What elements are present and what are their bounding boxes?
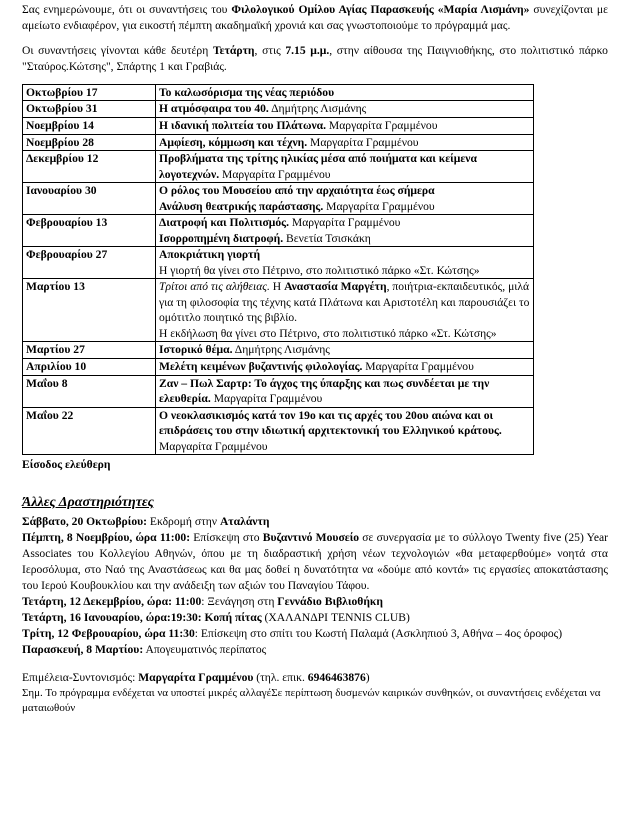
topic-title: Μελέτη κειμένων βυζαντινής φιλολογίας. [159,359,363,373]
program-line [159,247,530,263]
topic-title: Αμφίεση, κόμμωση και τέχνη. [159,135,308,149]
program-line [159,135,530,151]
intro-paragraph-2: Οι συναντήσεις γίνονται κάθε δευτέρη Τετάρτη, στις 7.15 μ.μ., στην αίθουσα της Παιγνιοθήκης, στο πολιτιστικό πάρκο "Σταύρος.Κώτσης", Σπάρτης 1 και Γραβιάς. [22,43,608,73]
program-date: Οκτωβρίου 17 [23,84,156,101]
program-row [23,84,534,101]
activity-item [22,626,608,642]
program-line [159,231,530,247]
program-line [159,215,530,231]
activity-date: Πέμπτη, 8 Νοεμβρίου, ώρα 11:00: [22,531,191,545]
program-row [23,183,534,215]
program-row [23,215,534,247]
topic-text: Μαργαρίτα Γραμμένου [323,199,435,213]
topic-text: Δημήτρης Λισμάνης [232,343,330,357]
topic-text: Δημήτρης Λισμάνης [268,102,367,116]
document-page [22,2,608,715]
program-line [159,279,530,326]
program-line [159,376,530,407]
program-line [159,359,530,375]
topic-title: Η ιδανική πολιτεία του Πλάτωνα. [159,119,326,132]
program-row [23,375,534,407]
program-topic [156,358,534,375]
program-row [23,247,534,279]
program-topic [156,118,534,135]
program-topic [156,279,534,342]
program-row [23,151,534,183]
program-line [159,118,530,134]
intro [22,2,608,75]
activity-text: Απογευματινός περίπατος [143,643,267,657]
free-entry: Είσοδος ελεύθερη [22,458,111,472]
activity-date: Τρίτη, 12 Φεβρουαρίου, ώρα 11:30 [22,627,195,641]
credit-line: Επιμέλεια-Συντονισμός: Μαργαρίτα Γραμμένου (τηλ. επικ. 6946463876) [22,671,370,685]
topic-text: Η εκδήλωση θα γίνει στο Πέτρινο, στο πολιτιστικό πάρκο «Στ. Κώτσης» [159,326,497,340]
program-date: Νοεμβρίου 28 [23,134,156,151]
program-line [159,439,530,455]
topic-title: Ισορροπημένη διατροφή. [159,231,284,245]
activity-text: (ΧΑΛΑΝΔΡΙ TENNIS CLUB) [261,611,410,625]
phone-number: 6946463876 [307,671,366,685]
program-row [23,358,534,375]
activity-text: : Ξενάγηση στη [201,595,278,609]
topic-italic: Τρίτοι από τις αλήθειας. [159,280,270,294]
program-topic [156,247,534,279]
program-line [159,183,530,199]
program-row [23,279,534,342]
activity-place: Αταλάντη [219,515,270,529]
program-topic [156,151,534,183]
program-date: Μαΐου 22 [23,407,156,455]
activity-text: Εκδρομή στην [147,515,220,529]
program-date: Νοεμβρίου 14 [23,118,156,135]
topic-title: Η ατμόσφαιρα του 40. [159,102,269,116]
program-date: Μαΐου 8 [23,375,156,407]
program-date: Μαρτίου 27 [23,342,156,359]
topic-title: Ο ρόλος του Μουσείου από την αρχαιότητα έως σήμερα [159,184,435,198]
topic-text: Η γιορτή θα γίνει στο Πέτρινο, στο πολιτιστικό πάρκο «Στ. Κώτσης» [159,263,480,277]
program-date: Απριλίου 10 [23,358,156,375]
activity-text: σε συνεργασία με το σύλλογο Twenty five (25) Year Associates του Κολλεγίου Αθηνών, όπου με τη διαδραστική χρήση νέων τεχνολογιών «θα μεταφερθούμε» νοητά στα Ιεροσόλυμα, στο Ναό της Αναστάσεως και θα μας δοθεί η δυνατότητα να «δούμε από κοντά» τις εργασίες αποκατάστασης του Ιερού Κουβουκλίου και την ανάδειξη των αξιών του Παναγίου Τάφου. [22,531,608,593]
program-line [159,199,530,215]
activity-date: Τετάρτη, 12 Δεκεμβρίου, ώρα: 11:00 [22,595,202,609]
topic-title: Ζαν – Πωλ Σαρτρ: Το άγχος της ύπαρξης και πως συνδέεται με την ελευθερία. [159,376,490,406]
program-topic [156,183,534,215]
program-date: Φεβρουαρίου 13 [23,215,156,247]
topic-title: Ο νεοκλασικισμός κατά τον 19ο και τις αρχές του 20ου αιώνα και οι επιδράσεις του στην ιδιωτική αρχιτεκτονική του Ελληνικού κράτους. [159,408,502,438]
activity-item [22,610,608,626]
program-line [159,101,530,117]
topic-text: Μαργαρίτα Γραμμένου [326,119,438,132]
topic-text: Βενετία Τσισκάκη [283,231,371,245]
topic-title: Το καλωσόρισμα της νέας περιόδου [159,85,335,99]
topic-text: Μαργαρίτα Γραμμένου [219,167,331,181]
program-date: Φεβρουαρίου 27 [23,247,156,279]
program-table [22,84,534,455]
activity-item [22,594,608,610]
program-line [159,85,530,101]
topic-title: Διατροφή και Πολιτισμός. [159,216,289,230]
topic-title: Προβλήματα της τρίτης ηλικίας μέσα από ποιήματα και κείμενα λογοτεχνών. [159,152,477,181]
activity-item [22,514,608,530]
intro-paragraph-1: Σας ενημερώνουμε, ότι οι συναντήσεις του Φιλολογικού Ομίλου Αγίας Παρασκευής «Μαρία Λισμάνη» συνεχίζονται με αμείωτο ενδιαφέρον, για εικοστή πέμπτη ακαδημαϊκή χρονιά και σας γνωστοποιούμε το πρόγραμμά μας. [22,3,608,32]
activity-text: Επίσκεψη στο [190,531,263,545]
activities-list [22,514,608,658]
activity-date: Σάββατο, 20 Οκτωβρίου: [22,515,148,529]
activity-item [22,530,608,594]
program-date: Δεκεμβρίου 12 [23,151,156,183]
program-line [159,326,530,342]
program-topic [156,407,534,455]
topic-name: Αναστασία Μαργέτη [284,280,387,294]
club-name: Φιλολογικού Ομίλου Αγίας Παρασκευής «Μαρία Λισμάνη» [231,3,530,16]
topic-text: Μαργαρίτα Γραμμένου [288,216,401,230]
program-line [159,151,530,182]
activity-date: Παρασκευή, 8 Μαρτίου: [22,643,144,657]
activity-text: : Επίσκεψη στο σπίτι του Κωστή Παλαμά (Ασκληπιού 3, Αθήνα – 4ος όροφος) [194,627,563,641]
program-topic [156,84,534,101]
other-activities-title: Άλλες Δραστηριότητες [22,495,154,511]
activity-date: Τετάρτη, 16 Ιανουαρίου, ώρα:19:30: Κοπή πίτας [22,611,262,625]
topic-text: Η [269,280,285,294]
activity-place: Γεννάδιο Βιβλιοθήκη [277,595,383,609]
program-row [23,342,534,359]
program-line [159,408,530,439]
topic-text: Μαργαρίτα Γραμμένου [210,392,323,406]
program-row [23,118,534,135]
activity-place: Βυζαντινό Μουσείο [262,531,360,545]
program-topic [156,101,534,118]
program-topic [156,342,534,359]
note: Σημ. Το πρόγραμμα ενδέχεται να υποστεί μικρές αλλαγέΣε περίπτωση δυσμενών καιρικών συνθηκών, οι συναντήσεις ενδέχεται να ματαιωθούν [22,687,601,714]
program-topic [156,134,534,151]
program-row [23,134,534,151]
program-date: Μαρτίου 13 [23,279,156,342]
topic-title: Αποκριάτικη γιορτή [159,248,261,262]
program-topic [156,215,534,247]
topic-title: Ανάλυση θεατρικής παράστασης. [159,199,324,213]
topic-title: Ιστορικό θέμα. [159,343,233,357]
topic-text: Μαργαρίτα Γραμμένου [159,439,268,453]
program-row [23,407,534,455]
program-line [159,342,530,358]
topic-text: Μαργαρίτα Γραμμένου [307,135,419,149]
program-date: Οκτωβρίου 31 [23,101,156,118]
program-topic [156,375,534,407]
program-line [159,263,530,279]
topic-text: Μαργαρίτα Γραμμένου [362,359,474,373]
program-row [23,101,534,118]
activity-item [22,642,608,658]
topic-text: , ποιήτρια-εκπαιδευτικός, μιλά για τη φιλοσοφία της τέχνης κατά Πλάτωνα και Αριστοτέλη και παρουσιάζει το ομότιτλο ποιητικό της βιβλίο. [159,280,530,325]
program-date: Ιανουαρίου 30 [23,183,156,215]
